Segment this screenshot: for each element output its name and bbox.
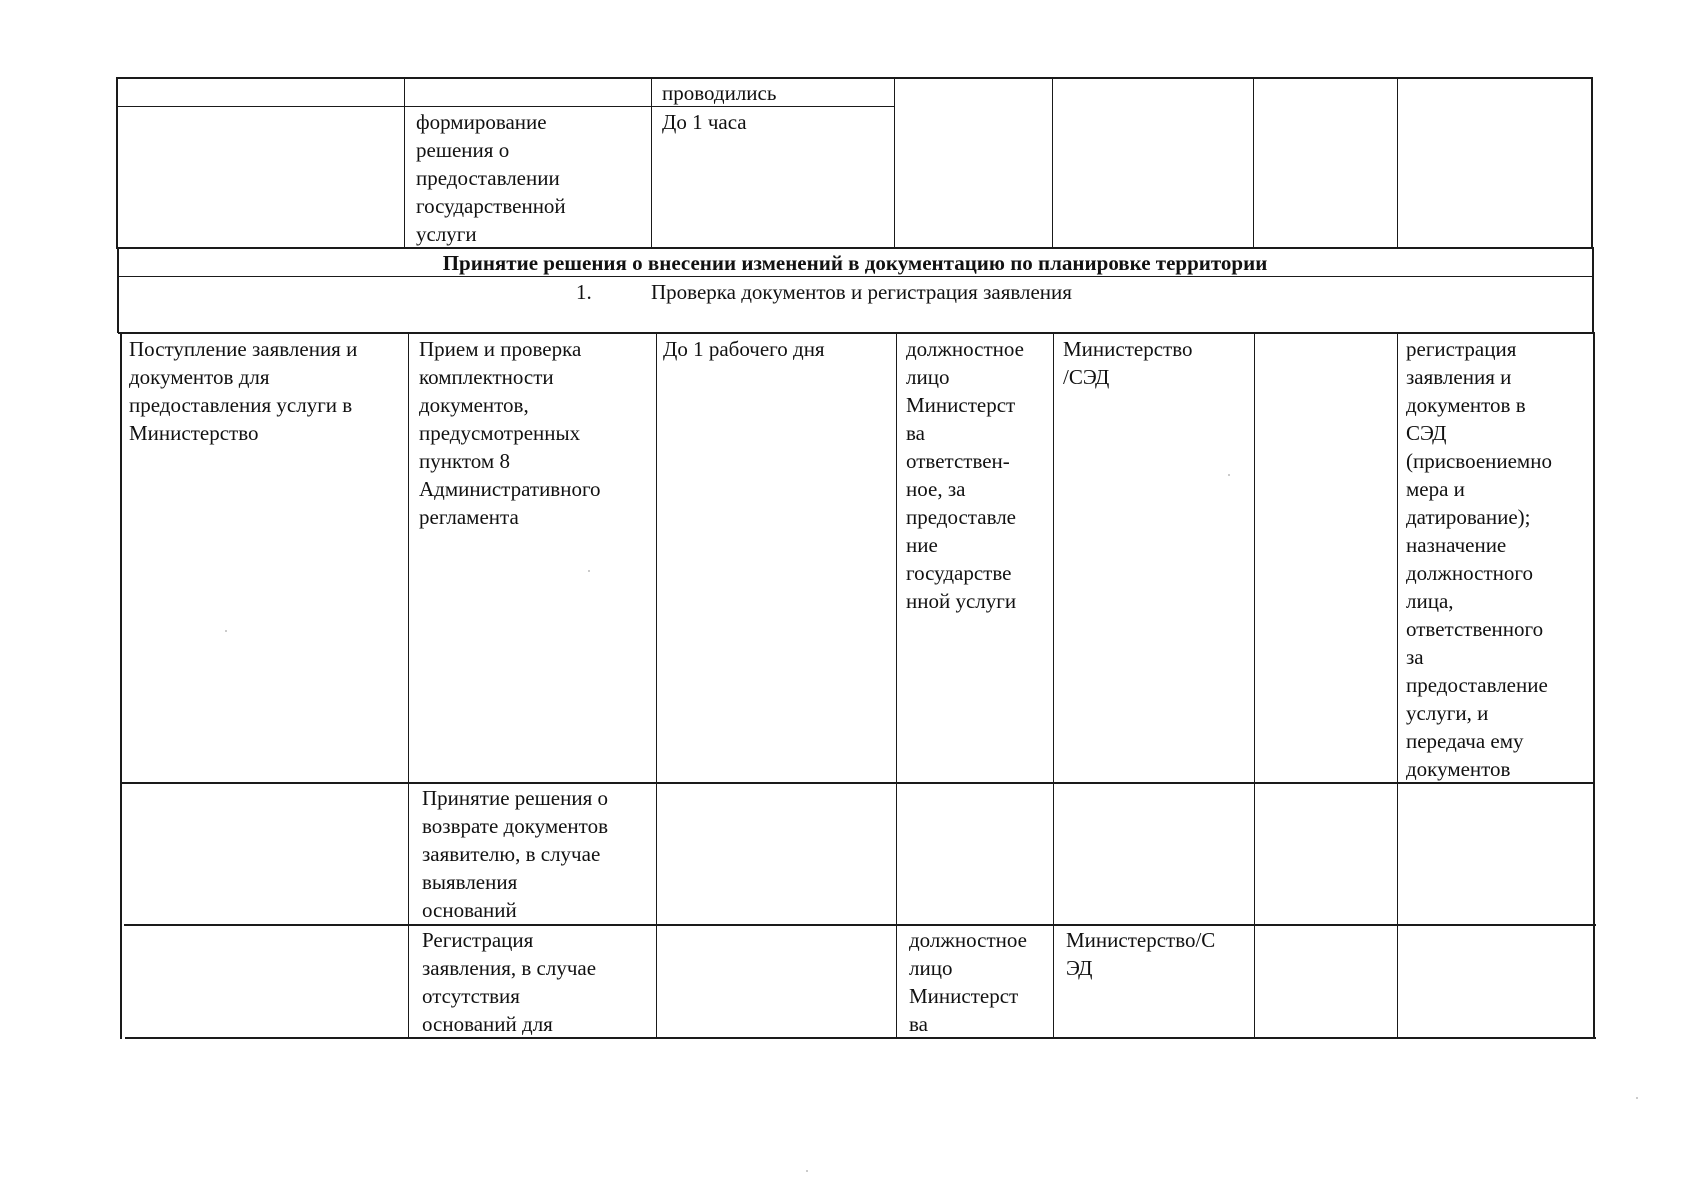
vline-head-right bbox=[1592, 247, 1594, 333]
vline-body-3 bbox=[896, 332, 897, 1039]
vline-body-6 bbox=[1397, 332, 1398, 1039]
scan-speck bbox=[225, 630, 227, 632]
vline-body-0 bbox=[120, 332, 122, 1039]
scan-speck bbox=[1228, 474, 1230, 476]
vline-top-2 bbox=[651, 77, 652, 249]
cell-decision-time: До 1 часа bbox=[662, 110, 747, 134]
row3-action: Регистрация заявления, в случае отсутствия оснований для bbox=[422, 928, 597, 1036]
row-divider-proved bbox=[116, 106, 895, 107]
row1-place: Министерство /СЭД bbox=[1063, 337, 1193, 389]
vline-body-7 bbox=[1593, 332, 1595, 1039]
scan-speck bbox=[1636, 1097, 1638, 1099]
vline-top-5 bbox=[1253, 77, 1254, 249]
table-border-bottom bbox=[125, 1037, 1596, 1039]
vline-body-5 bbox=[1254, 332, 1255, 1039]
section-title: Принятие решения о внесении изменений в документацию по планировке территории bbox=[442, 251, 1268, 275]
subsection-number: 1. bbox=[576, 280, 592, 304]
cell-decision-text: формирование решения о предоставлении государственной услуги bbox=[416, 110, 566, 246]
vline-top-4 bbox=[1052, 77, 1053, 249]
scan-speck bbox=[588, 570, 590, 572]
row2-action: Принятие решения о возврате документов заявителю, в случае выявления оснований bbox=[422, 786, 608, 922]
vline-top-6 bbox=[1397, 77, 1398, 249]
cell-proved-text: проводились bbox=[662, 81, 777, 105]
vline-top-1 bbox=[404, 77, 405, 249]
vline-top-3 bbox=[894, 77, 895, 249]
scan-speck bbox=[806, 1170, 808, 1172]
row1-time: До 1 рабочего дня bbox=[663, 337, 825, 361]
table-border-top bbox=[116, 77, 1592, 79]
row3-place: Министерство/С ЭД bbox=[1066, 928, 1216, 980]
row1-action: Прием и проверка комплектности документов, предусмотренных пунктом 8 Административного регламента bbox=[419, 337, 601, 529]
vline-body-1 bbox=[408, 332, 409, 1039]
row-divider-row2 bbox=[122, 782, 1595, 784]
vline-top-7 bbox=[1591, 77, 1593, 249]
row3-responsible: должностное лицо Министерст ва bbox=[909, 928, 1027, 1036]
vline-top-0 bbox=[116, 77, 118, 249]
row1-result: регистрация заявления и документов в СЭД (присвоениемно мера и датирование); назначение должностного лица, ответственного за предоставление услуги, и передача ему документов bbox=[1406, 337, 1552, 781]
row1-responsible: должностное лицо Министерст ва ответствен- ное, за предоставле ние государстве нной услуги bbox=[906, 337, 1024, 613]
row-divider-row3 bbox=[124, 924, 1596, 926]
subsection-title: Проверка документов и регистрация заявления bbox=[651, 280, 1072, 304]
row1-basis: Поступление заявления и документов для предоставления услуги в Министерство bbox=[129, 337, 358, 445]
vline-body-4 bbox=[1053, 332, 1054, 1039]
vline-body-2 bbox=[656, 332, 657, 1039]
row-divider-row1 bbox=[118, 332, 1593, 334]
